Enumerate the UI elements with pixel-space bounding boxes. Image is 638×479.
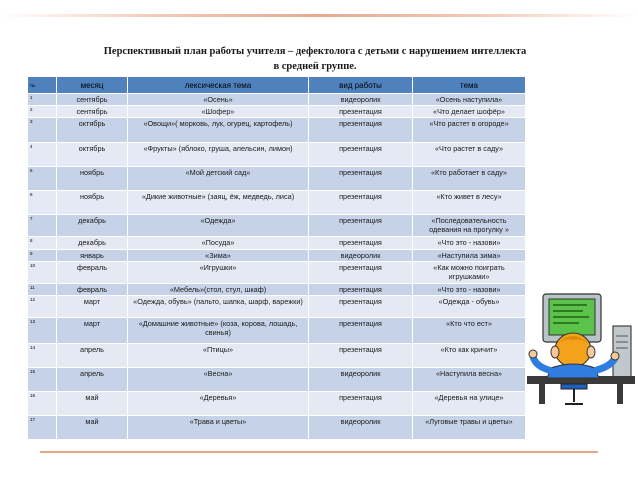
child-at-computer-icon — [525, 278, 637, 408]
lexical-theme-cell: «Посуда» — [128, 237, 309, 250]
table-row — [28, 416, 526, 440]
month-cell: май — [57, 392, 128, 416]
lexical-theme-cell: «Фрукты» (яблоко, груша, апельсин, лимон) — [128, 143, 309, 167]
table-row — [28, 215, 526, 237]
month-cell: февраль — [57, 284, 128, 296]
row-number-cell: 12 — [28, 296, 57, 318]
theme-cell: «Кто работает в саду» — [413, 167, 526, 191]
theme-cell: «Кто живет в лесу» — [413, 191, 526, 215]
bottom-decorative-rule — [40, 451, 598, 453]
row-number-cell: 2 — [28, 106, 57, 118]
month-cell: ноябрь — [57, 191, 128, 215]
month-cell: апрель — [57, 368, 128, 392]
header-month: месяц — [57, 77, 128, 94]
row-number-cell: 3 — [28, 118, 57, 143]
month-cell: март — [57, 318, 128, 344]
header-theme: тема — [413, 77, 526, 94]
work-type-cell: презентация — [309, 237, 413, 250]
header-lexical-theme: лексическая тема — [128, 77, 309, 94]
lexical-theme-cell: «Мой детский сад» — [128, 167, 309, 191]
work-type-cell: презентация — [309, 284, 413, 296]
month-cell: ноябрь — [57, 167, 128, 191]
table-header-row — [28, 77, 526, 94]
row-number-cell: 5 — [28, 167, 57, 191]
row-number-cell: 4 — [28, 143, 57, 167]
row-number-cell: 11 — [28, 284, 57, 296]
table-row — [28, 237, 526, 250]
row-number-cell: 9 — [28, 250, 57, 262]
work-type-cell: презентация — [309, 167, 413, 191]
month-cell: март — [57, 296, 128, 318]
theme-cell: «Осень наступила» — [413, 94, 526, 106]
table-row — [28, 296, 526, 318]
theme-cell: «Что растет в огороде» — [413, 118, 526, 143]
table-row — [28, 106, 526, 118]
month-cell: декабрь — [57, 237, 128, 250]
lexical-theme-cell: «Весна» — [128, 368, 309, 392]
month-cell: январь — [57, 250, 128, 262]
theme-cell: «Что это - назови» — [413, 237, 526, 250]
table-row — [28, 94, 526, 106]
work-type-cell: презентация — [309, 143, 413, 167]
table-row — [28, 191, 526, 215]
lexical-theme-cell: «Зима» — [128, 250, 309, 262]
header-work-type: вид работы — [309, 77, 413, 94]
theme-cell: «Наступила весна» — [413, 368, 526, 392]
table-row — [28, 344, 526, 368]
row-number-cell: 15 — [28, 368, 57, 392]
month-cell: декабрь — [57, 215, 128, 237]
theme-cell: «Как можно поиграть игрушками» — [413, 262, 526, 284]
theme-cell: «Что растет в саду» — [413, 143, 526, 167]
title-line-1: Перспективный план работы учителя – дефектолога с детьми с нарушением интеллекта — [103, 46, 527, 57]
work-type-cell: видеоролик — [309, 368, 413, 392]
table-row — [28, 250, 526, 262]
page-title — [40, 44, 590, 74]
top-decorative-rule — [0, 14, 638, 17]
theme-cell: «Одежда - обувь» — [413, 296, 526, 318]
lexical-theme-cell: «Домашние животные» (коза, корова, лошадь, свинья) — [128, 318, 309, 344]
lexical-theme-cell: «Игрушки» — [128, 262, 309, 284]
work-type-cell: видеоролик — [309, 416, 413, 440]
work-type-cell: презентация — [309, 118, 413, 143]
month-cell: апрель — [57, 344, 128, 368]
lexical-theme-cell: «Овощи»( морковь, лук, огурец, картофель) — [128, 118, 309, 143]
table-row — [28, 262, 526, 284]
table-row — [28, 284, 526, 296]
title-line-2: в средней группе. — [273, 61, 357, 72]
month-cell: сентябрь — [57, 94, 128, 106]
month-cell: октябрь — [57, 143, 128, 167]
row-number-cell: 7 — [28, 215, 57, 237]
table-row — [28, 143, 526, 167]
work-type-cell: презентация — [309, 296, 413, 318]
work-type-cell: презентация — [309, 318, 413, 344]
row-number-cell: 17 — [28, 416, 57, 440]
month-cell: май — [57, 416, 128, 440]
row-number-cell: 16 — [28, 392, 57, 416]
month-cell: октябрь — [57, 118, 128, 143]
theme-cell: «Деревья на улице» — [413, 392, 526, 416]
row-number-cell: 13 — [28, 318, 57, 344]
work-type-cell: видеоролик — [309, 94, 413, 106]
lexical-theme-cell: «Одежда, обувь» (пальто, шапка, шарф, варежки) — [128, 296, 309, 318]
work-type-cell: презентация — [309, 392, 413, 416]
theme-cell: «Что делает шофёр» — [413, 106, 526, 118]
work-type-cell: презентация — [309, 215, 413, 237]
theme-cell: «Что это - назови» — [413, 284, 526, 296]
row-number-cell: 1 — [28, 94, 57, 106]
lexical-theme-cell: «Осень» — [128, 94, 309, 106]
theme-cell: «Кто что ест» — [413, 318, 526, 344]
theme-cell: «Последовательность одевания на прогулку » — [413, 215, 526, 237]
row-number-cell: 6 — [28, 191, 57, 215]
lexical-theme-cell: «Птицы» — [128, 344, 309, 368]
work-type-cell: видеоролик — [309, 250, 413, 262]
theme-cell: «Луговые травы и цветы» — [413, 416, 526, 440]
table-row — [28, 167, 526, 191]
table-row — [28, 118, 526, 143]
lexical-theme-cell: «Трава и цветы» — [128, 416, 309, 440]
month-cell: сентябрь — [57, 106, 128, 118]
row-number-cell: 14 — [28, 344, 57, 368]
theme-cell: «Кто как кричит» — [413, 344, 526, 368]
table-row — [28, 392, 526, 416]
row-number-cell: 10 — [28, 262, 57, 284]
lexical-theme-cell: «Шофер» — [128, 106, 309, 118]
plan-table — [27, 76, 526, 440]
work-type-cell: презентация — [309, 262, 413, 284]
lexical-theme-cell: «Одежда» — [128, 215, 309, 237]
lexical-theme-cell: «Дикие животные» (заяц, ёж, медведь, лиса) — [128, 191, 309, 215]
table-row — [28, 368, 526, 392]
work-type-cell: презентация — [309, 344, 413, 368]
work-type-cell: презентация — [309, 191, 413, 215]
month-cell: февраль — [57, 262, 128, 284]
row-number-cell: 8 — [28, 237, 57, 250]
work-type-cell: презентация — [309, 106, 413, 118]
lexical-theme-cell: «Мебель»(стол, стул, шкаф) — [128, 284, 309, 296]
header-num: № — [28, 77, 57, 94]
table-row — [28, 318, 526, 344]
theme-cell: «Наступила зима» — [413, 250, 526, 262]
lexical-theme-cell: «Деревья» — [128, 392, 309, 416]
table-body — [28, 94, 526, 440]
